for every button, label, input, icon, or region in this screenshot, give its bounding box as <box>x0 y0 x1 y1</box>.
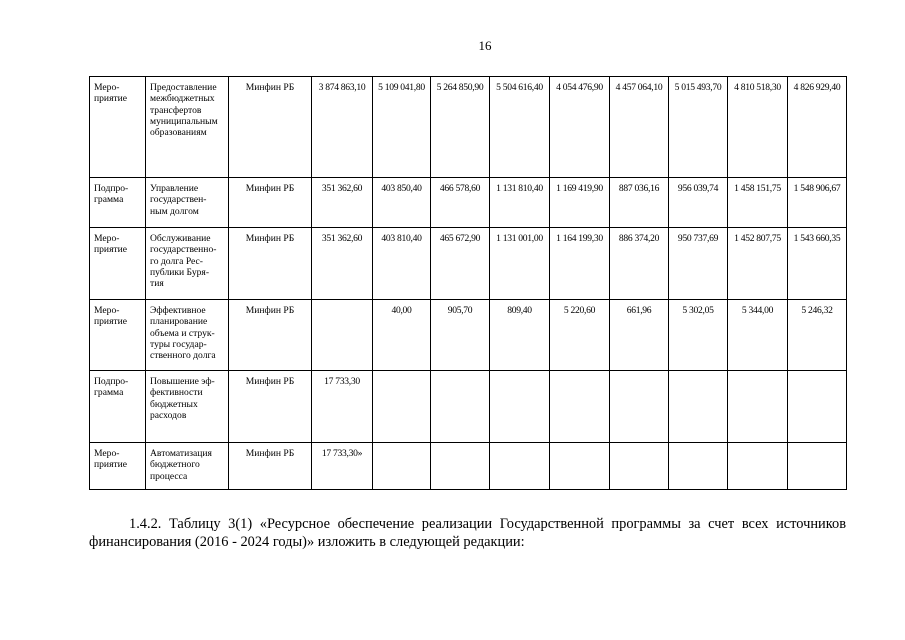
responsible-cell: Минфин РБ <box>229 443 312 490</box>
table-row <box>90 228 847 300</box>
value-cell <box>373 371 431 443</box>
value-cell <box>373 443 431 490</box>
value-cell: 1 452 807,75 <box>728 228 788 300</box>
value-cell <box>550 371 610 443</box>
responsible-cell: Минфин РБ <box>229 228 312 300</box>
value-cell: 5 302,05 <box>669 300 728 371</box>
value-cell <box>610 443 669 490</box>
responsible-cell: Минфин РБ <box>229 371 312 443</box>
value-cell: 351 362,60 <box>312 228 373 300</box>
value-cell <box>728 443 788 490</box>
value-cell: 40,00 <box>373 300 431 371</box>
row-type-cell: Меро- приятие <box>90 77 146 178</box>
value-cell <box>490 371 550 443</box>
value-cell <box>490 443 550 490</box>
value-cell: 403 810,40 <box>373 228 431 300</box>
value-cell: 5 109 041,80 <box>373 77 431 178</box>
value-cell: 17 733,30» <box>312 443 373 490</box>
value-cell: 17 733,30 <box>312 371 373 443</box>
value-cell <box>550 443 610 490</box>
row-type-cell: Меро- приятие <box>90 443 146 490</box>
value-cell: 4 457 064,10 <box>610 77 669 178</box>
table-row <box>90 300 847 371</box>
value-cell: 466 578,60 <box>431 178 490 228</box>
value-cell: 4 826 929,40 <box>788 77 847 178</box>
table-row <box>90 443 847 490</box>
budget-table <box>89 76 847 490</box>
table-row <box>90 371 847 443</box>
value-cell <box>788 443 847 490</box>
value-cell: 950 737,69 <box>669 228 728 300</box>
value-cell: 1 543 660,35 <box>788 228 847 300</box>
row-type-cell: Меро- приятие <box>90 300 146 371</box>
value-cell <box>788 371 847 443</box>
value-cell: 4 054 476,90 <box>550 77 610 178</box>
row-name-cell: Обслуживание государственно- го долга Рес- публики Буря- тия <box>146 228 229 300</box>
row-name-cell: Повышение эф- фективности бюджетных расходов <box>146 371 229 443</box>
instruction-paragraph: 1.4.2. Таблицу 3(1) «Ресурсное обеспечение реализации Государственной программы за счет всех источников финансирования (2016 - 2024 годы)» изложить в следующей редакции: <box>89 516 846 550</box>
value-cell: 1 164 199,30 <box>550 228 610 300</box>
table-row <box>90 77 847 178</box>
value-cell: 403 850,40 <box>373 178 431 228</box>
value-cell: 351 362,60 <box>312 178 373 228</box>
value-cell: 1 131 001,00 <box>490 228 550 300</box>
value-cell: 887 036,16 <box>610 178 669 228</box>
value-cell: 1 458 151,75 <box>728 178 788 228</box>
value-cell: 5 015 493,70 <box>669 77 728 178</box>
value-cell <box>669 443 728 490</box>
value-cell <box>431 371 490 443</box>
value-cell: 661,96 <box>610 300 669 371</box>
value-cell: 5 220,60 <box>550 300 610 371</box>
row-name-cell: Эффективное планирование объема и струк- туры государ- ственного долга <box>146 300 229 371</box>
value-cell <box>610 371 669 443</box>
row-type-cell: Подпро- грамма <box>90 371 146 443</box>
value-cell: 5 246,32 <box>788 300 847 371</box>
value-cell: 956 039,74 <box>669 178 728 228</box>
row-type-cell: Подпро- грамма <box>90 178 146 228</box>
value-cell: 5 504 616,40 <box>490 77 550 178</box>
value-cell: 1 169 419,90 <box>550 178 610 228</box>
value-cell: 5 264 850,90 <box>431 77 490 178</box>
value-cell <box>431 443 490 490</box>
row-name-cell: Предоставление межбюджетных трансфертов муниципальным образованиям <box>146 77 229 178</box>
value-cell: 905,70 <box>431 300 490 371</box>
value-cell <box>312 300 373 371</box>
responsible-cell: Минфин РБ <box>229 178 312 228</box>
row-name-cell: Управление государствен- ным долгом <box>146 178 229 228</box>
value-cell: 4 810 518,30 <box>728 77 788 178</box>
row-name-cell: Автоматизация бюджетного процесса <box>146 443 229 490</box>
value-cell: 1 131 810,40 <box>490 178 550 228</box>
value-cell: 1 548 906,67 <box>788 178 847 228</box>
value-cell <box>728 371 788 443</box>
page-number: 16 <box>478 38 492 53</box>
row-type-cell: Меро- приятие <box>90 228 146 300</box>
value-cell: 5 344,00 <box>728 300 788 371</box>
responsible-cell: Минфин РБ <box>229 300 312 371</box>
responsible-cell: Минфин РБ <box>229 77 312 178</box>
value-cell <box>669 371 728 443</box>
value-cell: 465 672,90 <box>431 228 490 300</box>
table-body <box>90 77 847 490</box>
value-cell: 809,40 <box>490 300 550 371</box>
table-row <box>90 178 847 228</box>
value-cell: 886 374,20 <box>610 228 669 300</box>
value-cell: 3 874 863,10 <box>312 77 373 178</box>
